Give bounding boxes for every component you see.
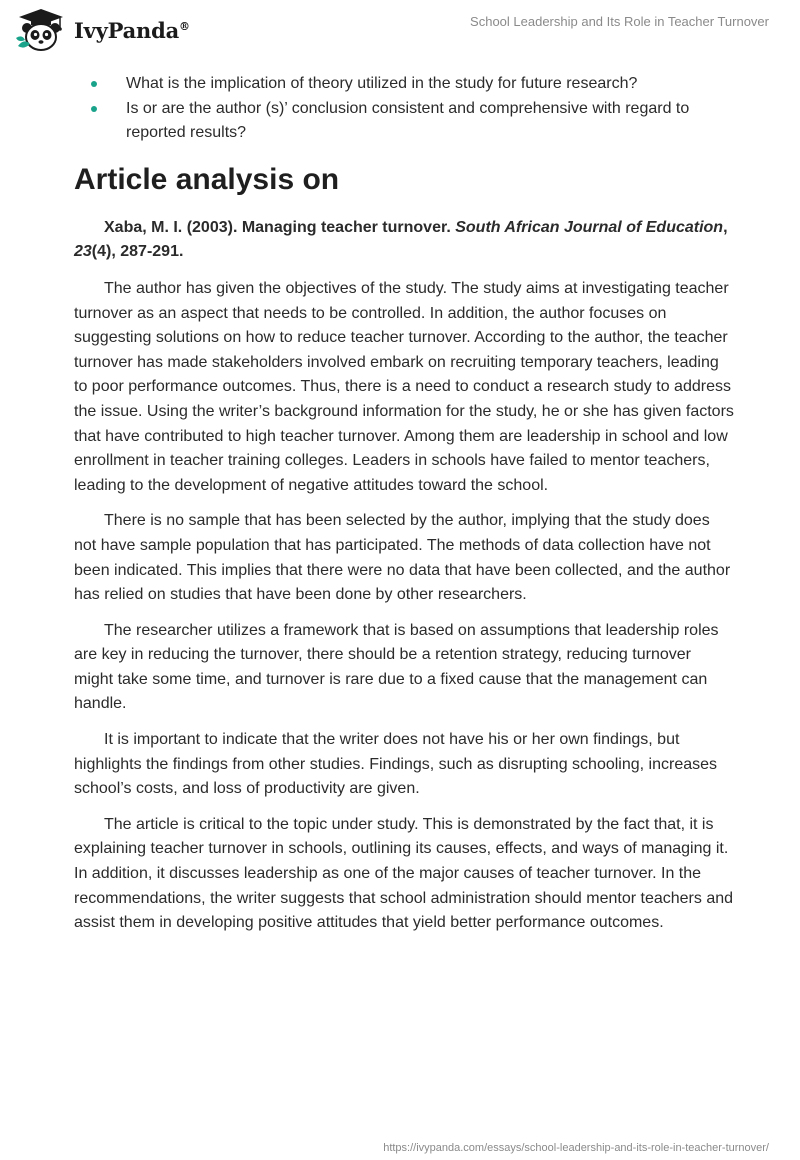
- brand-name: IvyPanda®: [74, 17, 190, 43]
- paragraph-framework: The researcher utilizes a framework that is based on assumptions that leadership roles are key in reducing the turnover, there should be a retention strategy, reducing turnover might take some time, and turnover is rare due to a fixed cause that the management can handle.: [74, 621, 719, 713]
- bullet-icon: [91, 81, 97, 87]
- article-citation: Xaba, M. I. (2003). Managing teacher turnover. South African Journal of Education, 23(4), 287-291.: [74, 218, 728, 261]
- paragraph-sample: There is no sample that has been selected by the author, implying that the study does not have sample population that has participated. The methods of data collection have not been indicated. This implies that there were no data that have been collected, and the author has relied on studies that have been done by other researchers.: [74, 512, 731, 604]
- page-header: [0, 0, 800, 60]
- article-body: [74, 72, 734, 947]
- bullet-icon: [91, 106, 97, 112]
- section-heading: Article analysis on: [74, 162, 340, 196]
- source-url[interactable]: https://ivypanda.com/essays/school-leadership-and-its-role-in-teacher-turnover/: [383, 1142, 769, 1154]
- panda-logo-icon: [14, 8, 68, 52]
- journal-volume: 23: [74, 243, 92, 261]
- list-item-text: What is the implication of theory utilized in the study for future research?: [126, 75, 638, 92]
- paragraph-findings: It is important to indicate that the writer does not have his or her own findings, but highlights the findings from other studies. Findings, such as disrupting schooling, increases school’s costs, and loss of productivity are given.: [74, 731, 718, 798]
- paragraph-relevance: The article is critical to the topic under study. This is demonstrated by the fact that, it is explaining teacher turnover in schools, outlining its causes, effects, and ways of managing it. In addition, it discusses leadership as one of the major causes of teacher turnover. In the recommendations, the writer suggests that school administration should mentor teachers and assist them in developing positive attitudes that yield better performance outcomes.: [74, 815, 734, 932]
- journal-name: South African Journal of Education: [455, 218, 724, 236]
- document-title: School Leadership and Its Role in Teacher Turnover: [470, 14, 769, 29]
- question-list: [74, 72, 734, 146]
- list-item: [74, 72, 734, 97]
- list-item: [74, 97, 734, 146]
- paragraph-objectives: The author has given the objectives of the study. The study aims at investigating teacher turnover as an aspect that needs to be controlled. In addition, the author focuses on suggesting solutions on how to reduce teacher turnover. According to the author, the teacher turnover has made stakeholders involved embark on recruiting temporary teachers, leading to poor performance outcomes. Thus, there is a need to conduct a research study to address the issue. Using the writer’s background information for the study, he or she has given factors that have contributed to high teacher turnover. Among them are leadership in school and low enrollment in teacher training colleges. Leaders in schools have failed to mentor teachers, leading to the development of negative attitudes toward the school.: [74, 279, 734, 494]
- brand-logo[interactable]: [14, 8, 190, 52]
- list-item-text: Is or are the author (s)’ conclusion consistent and comprehensive with regard to reported results?: [126, 99, 690, 142]
